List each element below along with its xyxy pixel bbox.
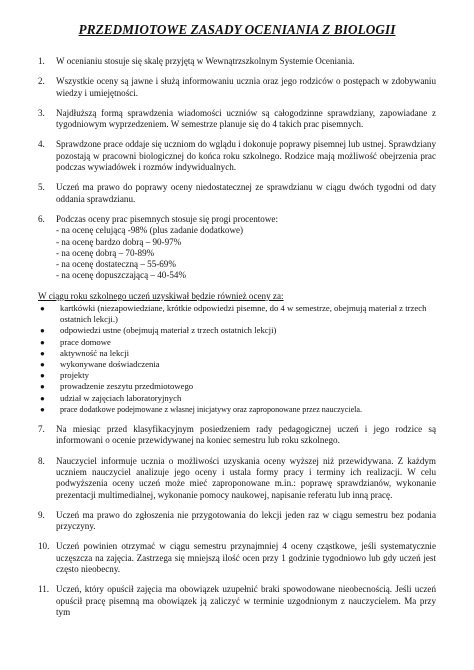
list-item — [38, 510, 436, 533]
bullet-item: ● kartkówki (niezapowiedziane, krótkie odpowiedzi pisemne, do 4 w semestrze, obejmują materiał z trzech ostatnich lekcji.) — [38, 303, 436, 325]
list-item — [38, 76, 436, 99]
threshold-line: - na ocenę celującą -98% (plus zadanie dodatkowe) — [56, 225, 244, 236]
list-item — [38, 584, 436, 618]
item-number: 3. — [38, 107, 45, 118]
item-text — [56, 214, 436, 282]
item-text: Najdłuższą formą sprawdzenia wiadomości uczniów są całogodzinne sprawdziany, zapowiadane z tygodniowym wyprzedzeniem. W semestrze planuje się do 4 takich prac pisemnych. — [56, 107, 436, 130]
list-item — [38, 108, 436, 131]
bullet-item: ● odpowiedzi ustne (obejmują materiał z trzech ostatnich lekcji) — [38, 325, 436, 336]
threshold-line: - na ocenę bardzo dobrą – 90-97% — [56, 236, 182, 247]
item-text: W ocenianiu stosuje się skalę przyjętą w Wewnątrzszkolnym Systemie Oceniania. — [56, 56, 355, 66]
threshold-line: - na ocenę dopuszczającą – 40-54% — [56, 270, 187, 281]
item-number: 7. — [38, 424, 45, 435]
item-number: 4. — [38, 139, 45, 150]
list-item — [38, 139, 436, 173]
list-item — [38, 541, 436, 575]
item-text: Uczeń ma prawo do zgłoszenia nie przygotowania do lekcji jeden raz w ciągu semestru bez podania przyczyny. — [56, 509, 436, 532]
bullet-item: ● aktywność na lekcji — [38, 348, 436, 359]
item-text: Nauczyciel informuje ucznia o możliwości uzyskania oceny wyższej niż przewidywana. Z każdym uczniem nauczyciel analizuje jego oceny i ustala formy pracy i terminy ich realizacji. W celu podwyższenia oceny uczeń może mieć zaproponowane m.in.: poprawę sprawdzianów, wykonanie prezentacji multimedialnej, wykonanie pomocy naukowej, napisanie referatu lub inną pracę. — [56, 455, 436, 500]
list-item-thresholds — [38, 214, 436, 282]
item-number: 9. — [38, 509, 45, 520]
bullet-item: ● udział w zajęciach laboratoryjnych — [38, 393, 436, 404]
item-number: 6. — [38, 213, 45, 224]
list-item — [38, 56, 436, 67]
item-number: 2. — [38, 76, 45, 87]
list-item — [38, 456, 436, 501]
list-item — [38, 424, 436, 447]
bullet-item: ● projekty — [38, 370, 436, 381]
item-number: 8. — [38, 455, 45, 466]
item-text: Uczeń ma prawo do poprawy oceny niedostatecznej ze sprawdzianu w ciągu dwóch tygodni od daty oddania sprawdzianu. — [56, 182, 436, 204]
item-number: 10. — [38, 541, 50, 552]
thresholds-intro: Podczas oceny prac pisemnych stosuje się progi procentowe: — [56, 213, 278, 224]
bullet-item: ● prowadzenie zeszytu przedmiotowego — [38, 381, 436, 392]
list-item — [38, 182, 436, 205]
item-number: 11. — [38, 584, 50, 595]
bullet-item: ● prace dodatkowe podejmowane z własnej inicjatywy oraz zaproponowane przez nauczyciela. — [38, 404, 436, 415]
section-heading: W ciągu roku szkolnego uczeń uzyskiwał będzie również oceny za: — [38, 290, 284, 301]
item-number: 1. — [38, 56, 45, 66]
item-text: Wszystkie oceny są jawne i służą informowaniu ucznia oraz jego rodziców o postępach w zdobywaniu wiedzy i umiejętności. — [56, 76, 436, 98]
bullet-item: ● wykonywane doświadczenia — [38, 359, 436, 370]
threshold-line: - na ocenę dostateczną – 55-69% — [56, 259, 176, 270]
bullet-item: ● prace domowe — [38, 337, 436, 348]
item-text: Uczeń, który opuścił zajęcia ma obowiązek uzupełnić braki spowodowane nieobecnością. Jeśli uczeń opuścił pracę pisemną ma obowiązek ją zaliczyć w terminie uzgodnionym z nauczycielem. Ma przy tym — [56, 584, 436, 617]
item-number: 5. — [38, 182, 45, 193]
threshold-line: - na ocenę dobrą – 70-89% — [56, 247, 155, 258]
item-text: Uczeń powinien otrzymać w ciągu semestru przynajmniej 4 oceny cząstkowe, jeśli systematycznie uczęszcza na zajęcia. Zastrzega się mniejszą ilość ocen przy 1 godzinie tygodniowo lub gdy uczeń jest często nieobecny. — [56, 541, 436, 575]
grades-bullet-list — [38, 303, 436, 415]
page-title: PRZEDMIOTOWE ZASADY OCENIANIA Z BIOLOGII — [78, 22, 396, 37]
item-text: Sprawdzone prace oddaje się uczniom do wglądu i dokonuje poprawy pisemnej lub ustnej. Sprawdziany pozostają w pracowni biologicznej do końca roku szkolnego. Rodzice mają możliwość obejrzenia prac podczas wywiadówek i rozmów indywidualnych. — [56, 139, 436, 173]
item-text: Na miesiąc przed klasyfikacyjnym posiedzeniem rady pedagogicznej uczeń i jego rodzice są informowani o ocenie przewidywanej na koniec semestru lub roku szkolnego. — [56, 424, 436, 446]
